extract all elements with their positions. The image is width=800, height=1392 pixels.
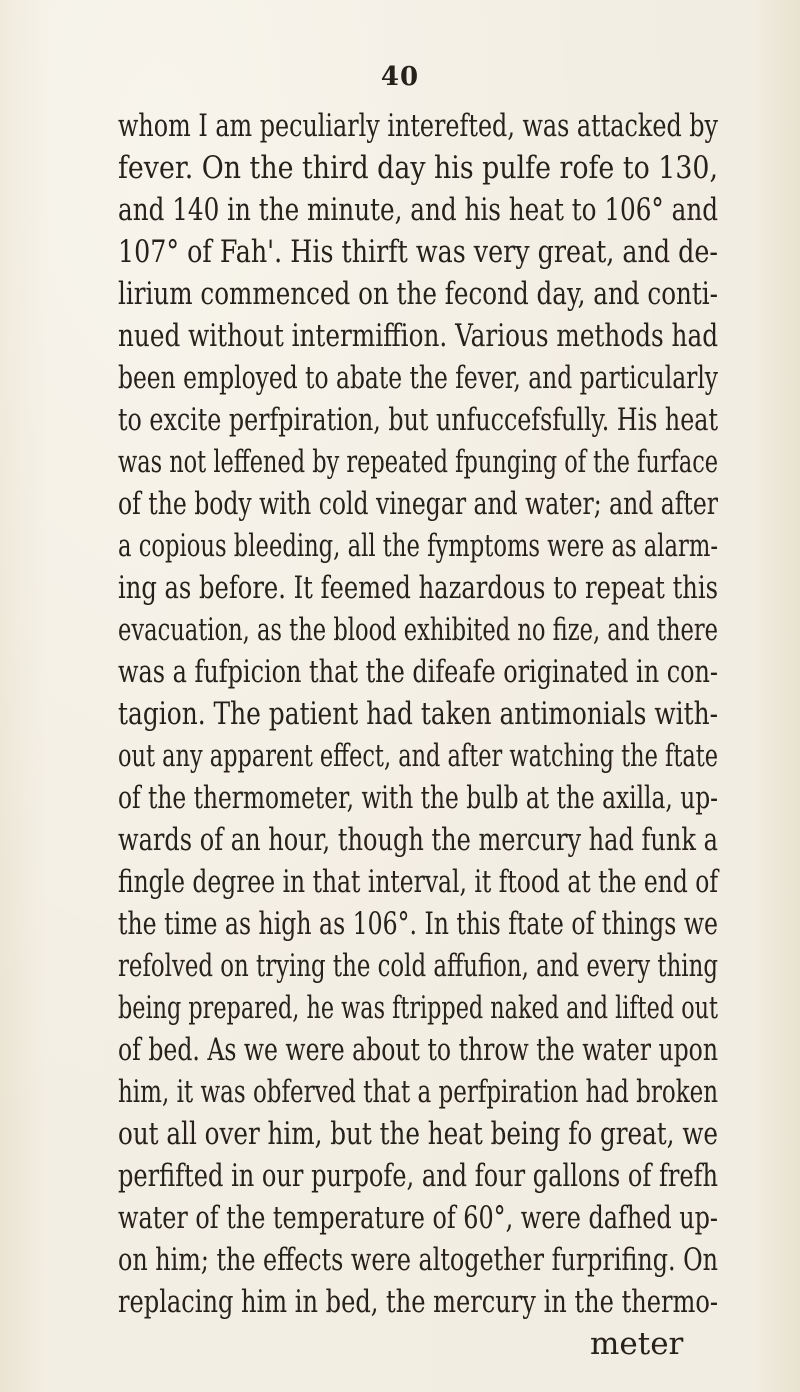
text-line: was not leffened by repeated fpunging of the furface xyxy=(118,444,719,480)
text-line: being prepared, he was ftripped naked and lifted out xyxy=(118,990,719,1026)
page-number: 40 xyxy=(380,62,420,92)
text-line: was a fufpicion that the difeafe originated in con- xyxy=(118,654,719,690)
text-line: 107° of Fah'. His thirft was very great, and de- xyxy=(118,234,718,270)
text-line: wards of an hour, though the mercury had funk a xyxy=(118,822,718,858)
text-line: a copious bleeding, all the fymptoms were as alarm- xyxy=(118,528,719,564)
text-line: water of the temperature of 60°, were dafhed up- xyxy=(118,1200,718,1236)
text-line: fever. On the third day his pulfe rofe to 130, xyxy=(118,150,719,186)
text-line: tagion. The patient had taken antimonials with- xyxy=(118,696,719,732)
text-line: of the body with cold vinegar and water; and after xyxy=(118,486,718,522)
text-line: evacuation, as the blood exhibited no fize, and there xyxy=(118,612,719,648)
text-line: and 140 in the minute, and his heat to 106° and xyxy=(118,192,719,228)
text-line: perfifted in our purpofe, and four gallons of frefh xyxy=(118,1158,719,1194)
text-line: on him; the effects were altogether furprifing. On xyxy=(118,1242,719,1278)
text-line: to excite perfpiration, but unfuccefsfully. His heat xyxy=(118,402,718,438)
text-line: ing as before. It feemed hazardous to repeat this xyxy=(118,570,719,606)
text-line: out all over him, but the heat being fo great, we xyxy=(118,1116,718,1152)
text-line: meter xyxy=(590,1326,684,1362)
text-line: of the thermometer, with the bulb at the axilla, up- xyxy=(118,780,718,816)
text-line: been employed to abate the fever, and particularly xyxy=(118,360,719,396)
text-line: whom I am peculiarly interefted, was attacked by xyxy=(118,108,719,144)
text-line: lirium commenced on the fecond day, and conti- xyxy=(118,276,718,312)
text-line: replacing him in bed, the mercury in the thermo- xyxy=(118,1284,719,1320)
text-line: refolved on trying the cold affufion, and every thing xyxy=(118,948,718,984)
text-line: the time as high as 106°. In this ftate of things we xyxy=(118,906,718,942)
text-line: him, it was obferved that a perfpiration had broken xyxy=(118,1074,719,1110)
text-line: out any apparent effect, and after watching the ftate xyxy=(118,738,719,774)
text-line: of bed. As we were about to throw the water upon xyxy=(118,1032,718,1068)
text-line: nued without intermiffion. Various methods had xyxy=(118,318,719,354)
text-line: fingle degree in that interval, it ftood at the end of xyxy=(118,864,719,900)
